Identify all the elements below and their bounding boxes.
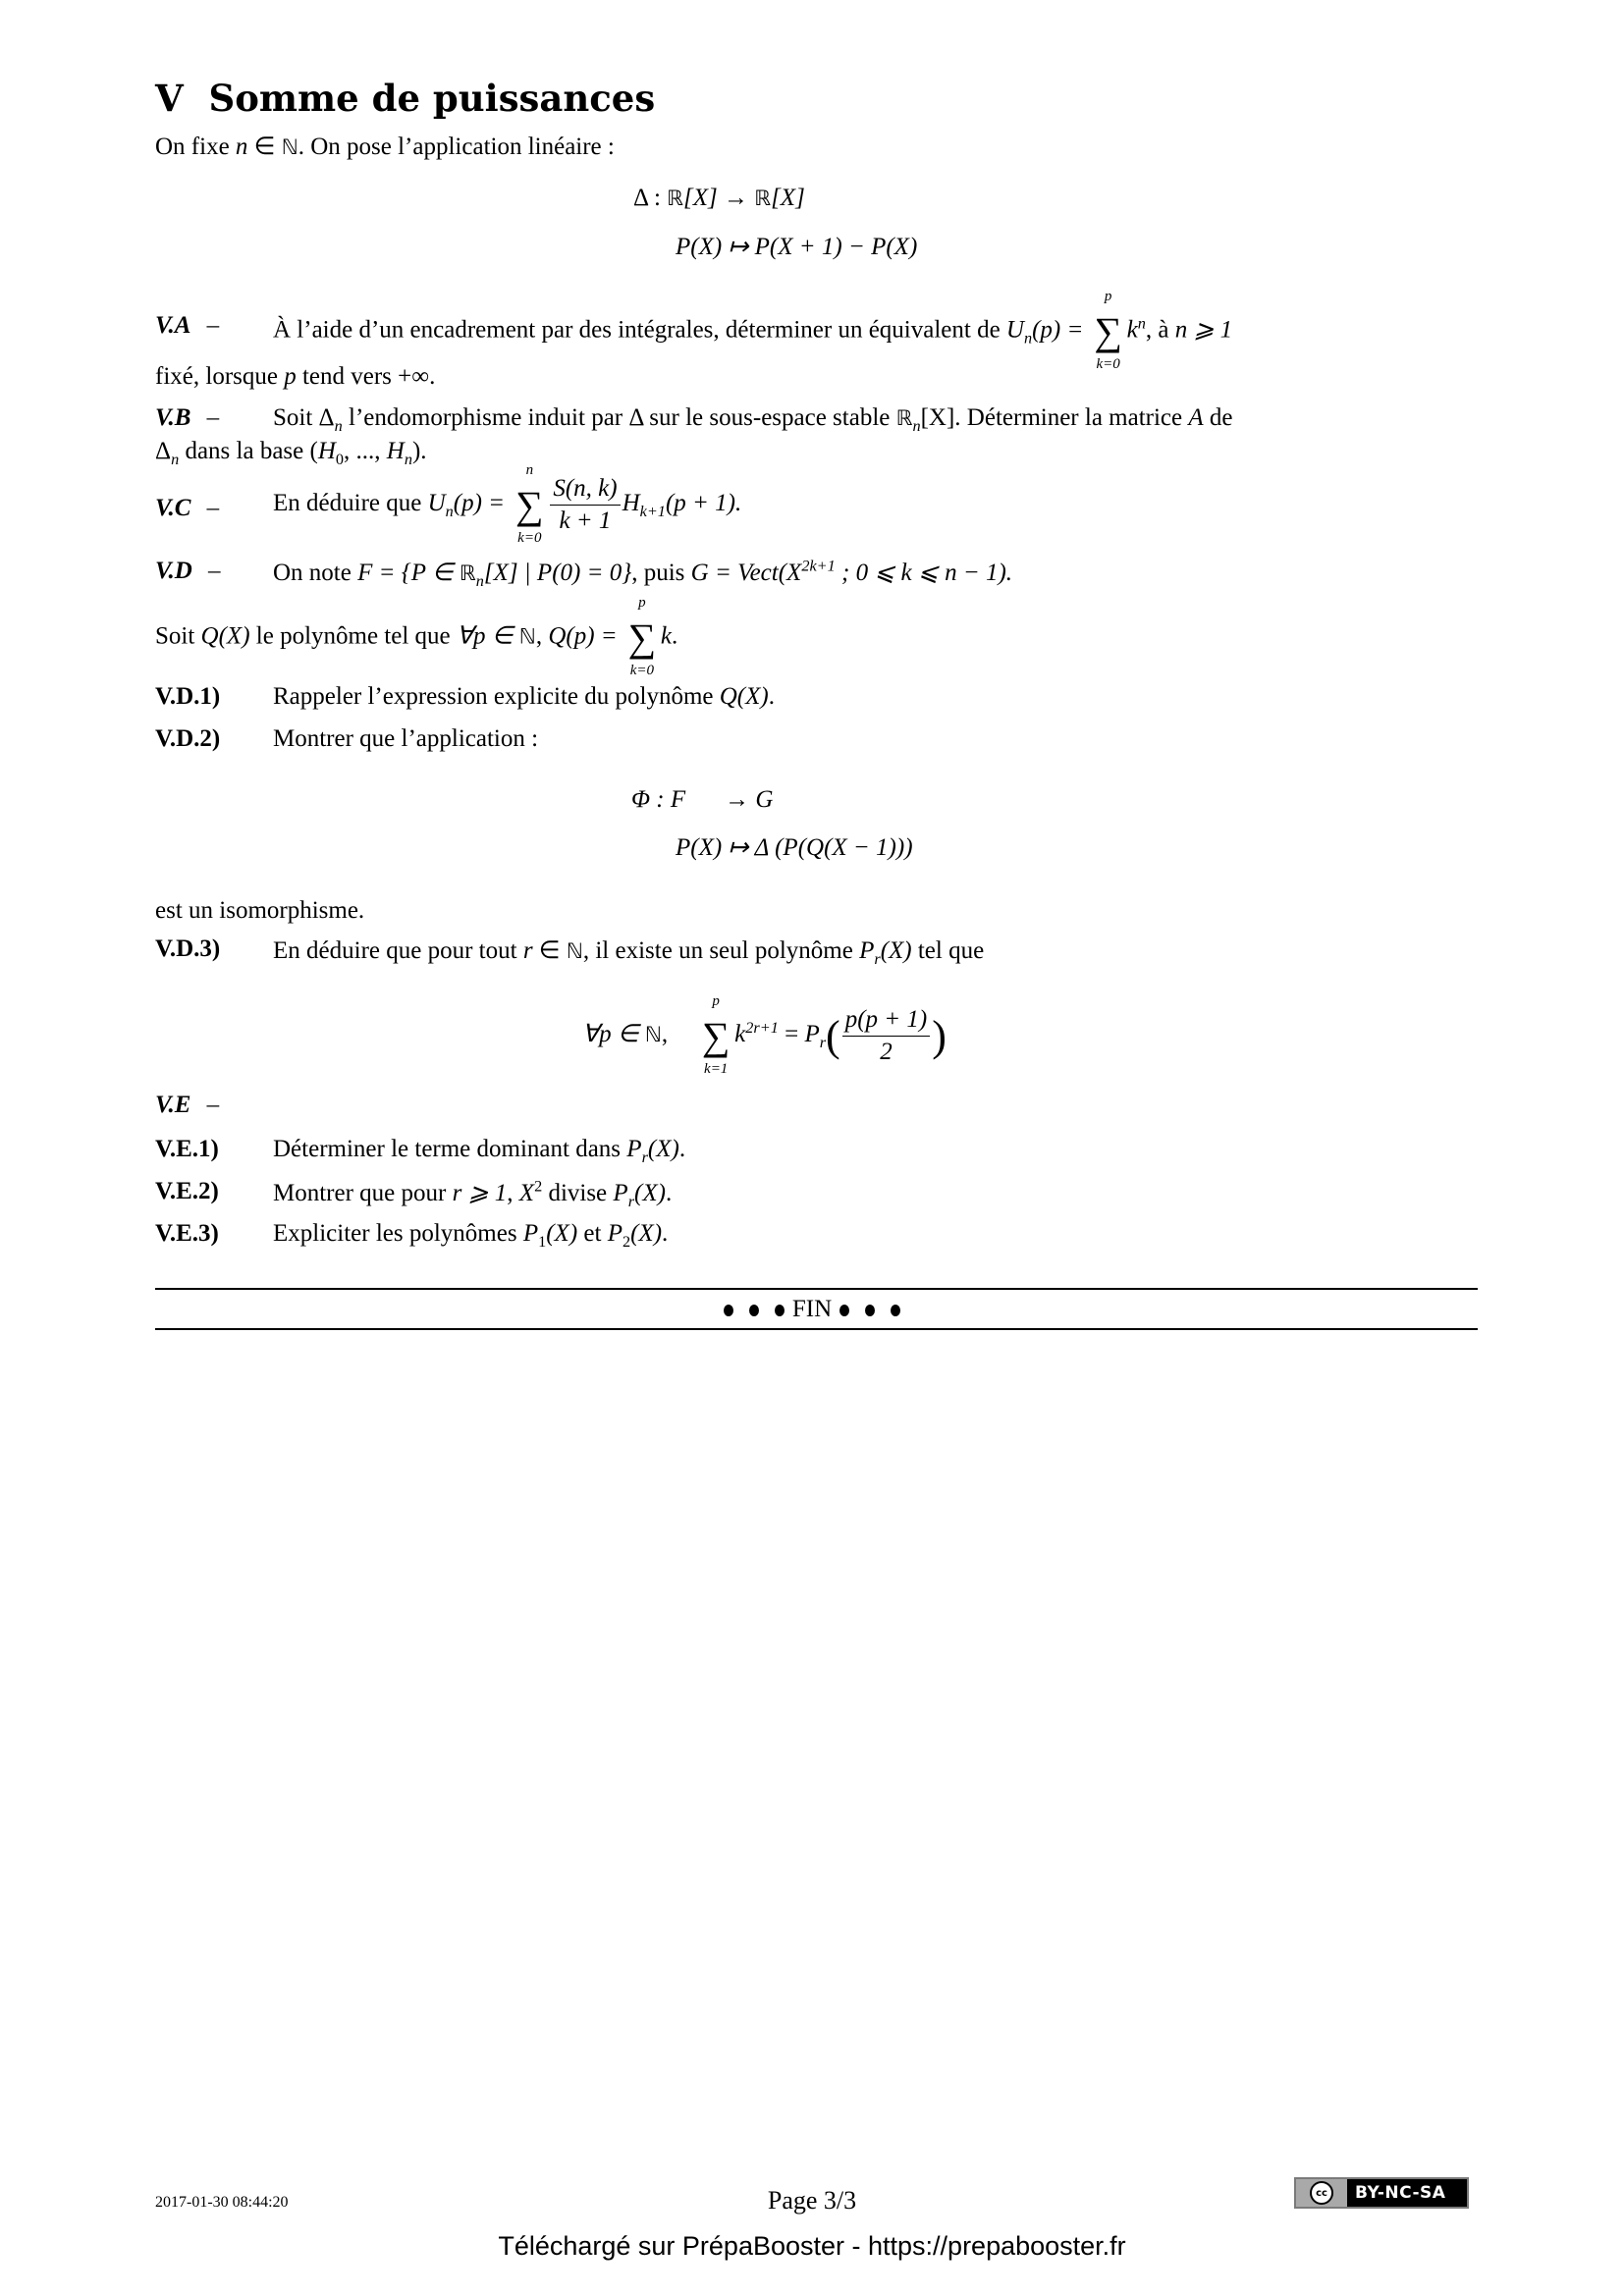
math-sub: n <box>475 572 484 590</box>
license-text: BY-NC-SA <box>1355 2183 1446 2203</box>
question-text: Soit <box>155 622 201 650</box>
question-VE1-text <box>273 1136 686 1166</box>
download-notice: Téléchargé sur PrépaBooster - https://prepabooster.fr <box>498 2231 1126 2261</box>
question-VD3 <box>155 935 220 963</box>
math-sub: r <box>641 1148 648 1166</box>
math-sub: r <box>874 950 881 968</box>
question-text: [X]. Déterminer la matrice <box>920 404 1189 431</box>
math-sup: 2k+1 <box>801 557 836 575</box>
math-sup: n <box>1137 314 1146 333</box>
question-VB <box>155 404 219 432</box>
delta-map-line1 <box>633 185 805 212</box>
license-badge <box>1294 2177 1469 2209</box>
math-text: Q(X) <box>200 622 250 650</box>
question-VE1 <box>155 1136 219 1163</box>
math-var: n <box>235 133 248 160</box>
question-text: l’endomorphisme induit par Δ sur le sous-espace stable <box>342 404 896 431</box>
math-var: Δ <box>155 438 172 464</box>
math-var: X <box>518 1180 535 1206</box>
math-sub: k+1 <box>639 503 666 521</box>
math-text: n ⩾ 1 <box>1174 316 1233 344</box>
math-set: ℕ <box>281 135 298 160</box>
math-text: (p) = <box>453 490 512 517</box>
intro-text: . On pose l’application linéaire : <box>298 133 615 160</box>
bullet-icon <box>839 1305 849 1316</box>
math-var: p <box>284 363 297 390</box>
math-var: P <box>522 1220 539 1247</box>
question-VE2 <box>155 1178 219 1205</box>
section-number: V <box>155 77 184 120</box>
sum-upper: n <box>525 461 534 478</box>
question-VE3 <box>155 1220 219 1248</box>
sum-upper: p <box>712 992 720 1009</box>
fin-text: FIN <box>791 1296 833 1322</box>
question-text: , il existe un seul polynôme <box>582 937 860 964</box>
math-var: k <box>660 622 673 650</box>
math-text: (X) <box>634 1180 666 1206</box>
question-VE2-text <box>273 1177 673 1210</box>
math-text: Q(X) <box>719 683 769 710</box>
dash: – <box>206 312 220 339</box>
math-sub: 2 <box>622 1233 631 1251</box>
math-sup: 2 <box>534 1177 543 1196</box>
sum-lower: k=0 <box>517 529 542 546</box>
question-text: , <box>507 1180 519 1206</box>
math-text: G = Vect(X <box>690 560 802 586</box>
question-label: V.C <box>155 495 191 521</box>
question-text: . <box>665 1180 673 1206</box>
math-text: r ⩾ 1 <box>452 1180 508 1206</box>
math-text: (X) <box>546 1220 578 1247</box>
math-set: ℕ <box>566 939 583 964</box>
question-VE3-text <box>273 1220 669 1251</box>
math-text: Q(p) = <box>548 622 623 650</box>
question-VB-line2 <box>155 438 427 468</box>
delta-map-line2: P(X) ↦ P(X + 1) − P(X) <box>676 234 918 260</box>
question-text: En déduire que pour tout <box>273 937 523 964</box>
math-text: , ..., <box>344 438 387 464</box>
sum-symbol: n ∑ k=0 <box>513 486 546 525</box>
question-VD1-text <box>273 683 775 711</box>
sum-upper: p <box>638 595 646 611</box>
math-set: ℝ <box>754 187 772 211</box>
section-heading <box>155 77 655 120</box>
question-text: de <box>1203 404 1233 431</box>
math-sub: n <box>404 451 412 468</box>
bullet-icon <box>724 1305 733 1316</box>
question-text: dans la base ( <box>179 438 318 464</box>
math-var: r <box>522 937 533 964</box>
math-sub: 1 <box>538 1233 547 1251</box>
math-text: (p + 1). <box>665 490 742 517</box>
question-text: . <box>768 683 775 710</box>
math-var: P <box>613 1180 628 1206</box>
bullet-icon <box>865 1305 875 1316</box>
question-text: . <box>678 1136 686 1162</box>
question-label: V.E.2) <box>155 1178 219 1204</box>
math-sub: n <box>912 417 921 435</box>
question-text: fixé, lorsque <box>155 363 285 390</box>
sum-lower: k=0 <box>629 663 655 678</box>
math-text: Δ : <box>633 185 668 211</box>
question-label: V.E.3) <box>155 1220 219 1247</box>
question-label: V.B <box>155 404 191 431</box>
sum-symbol: p ∑ k=0 <box>1092 312 1125 351</box>
math-set: ℝ <box>667 187 683 211</box>
question-text: Soit <box>273 404 319 431</box>
math-set: ℕ <box>644 1023 662 1048</box>
math-text: (p) = <box>1032 316 1090 344</box>
math-var: k <box>1126 316 1138 344</box>
dash: – <box>206 495 220 521</box>
end-marker <box>0 1296 1624 1323</box>
sum-upper: p <box>1104 289 1112 304</box>
question-text: , <box>535 622 549 650</box>
question-text: , à <box>1145 316 1175 344</box>
math-text: Φ : F <box>631 786 686 813</box>
question-label: V.A <box>155 312 191 339</box>
question-text: Déterminer le terme dominant dans <box>273 1136 627 1162</box>
math-var: H <box>317 438 336 464</box>
math-text: (X) <box>880 937 912 964</box>
question-label: V.D.3) <box>155 935 221 962</box>
question-text: le polynôme tel que <box>249 622 457 650</box>
bullet-icon <box>775 1305 785 1316</box>
fraction-denominator: 2 <box>880 1039 893 1065</box>
math-var: P <box>859 937 875 964</box>
bullet-icon <box>891 1305 900 1316</box>
sum-symbol: p ∑ k=1 <box>699 1017 732 1056</box>
math-sup: 2r+1 <box>745 1018 779 1037</box>
dash: – <box>206 1092 220 1118</box>
math-sub: r <box>819 1034 827 1052</box>
question-label: V.D.2) <box>155 725 221 752</box>
math-text: → G <box>725 786 774 813</box>
phi-map-line2: P(X) ↦ Δ (P(Q(X − 1))) <box>676 834 913 861</box>
question-text: Rappeler l’expression explicite du polynôme <box>273 683 720 710</box>
question-label: V.D <box>155 558 192 584</box>
math-text: F = {P ∈ <box>357 560 460 586</box>
question-text: tend vers +∞. <box>296 363 436 390</box>
math-sub: n <box>171 451 180 468</box>
question-VA <box>155 312 219 340</box>
question-VB-text <box>273 404 1233 435</box>
fraction <box>842 1006 931 1066</box>
phi-map-line1 <box>631 786 773 814</box>
question-text: . <box>672 622 678 650</box>
math-op: ∈ <box>532 937 567 964</box>
math-text: , <box>661 1021 669 1048</box>
math-var: A <box>1188 404 1204 431</box>
question-text: ). <box>411 438 427 464</box>
math-text: ∀p ∈ <box>582 1021 645 1048</box>
fraction-numerator: S(n, k) <box>550 475 620 506</box>
math-var: H <box>386 438 405 464</box>
paren-right: ) <box>932 1012 947 1060</box>
question-text: On note <box>273 560 358 586</box>
cc-icon-wrap <box>1296 2179 1347 2207</box>
question-label: V.E.1) <box>155 1136 219 1162</box>
question-VD-text <box>273 557 1013 590</box>
question-text: divise <box>542 1180 614 1206</box>
question-VD2 <box>155 725 220 753</box>
intro-line <box>155 132 615 161</box>
question-VD3-text <box>273 935 985 968</box>
question-text: En déduire que <box>273 490 428 517</box>
cc-icon: cc <box>1310 2181 1333 2205</box>
question-VA-line2 <box>155 363 435 391</box>
math-text: (X) <box>630 1220 663 1247</box>
question-VC-text <box>273 461 742 546</box>
question-text: tel que <box>911 937 985 964</box>
math-sub: n <box>1023 329 1033 347</box>
math-var: k <box>734 1021 746 1048</box>
fraction <box>550 475 620 535</box>
question-text: Montrer que pour <box>273 1180 453 1206</box>
math-var: U <box>427 490 446 517</box>
top-rule <box>155 1288 1478 1290</box>
math-text: [X] | P(0) = 0} <box>483 560 632 586</box>
question-VD2-after: est un isomorphisme. <box>155 897 365 924</box>
math-sub: n <box>334 417 343 435</box>
math-set: ℕ <box>518 624 536 650</box>
dash: – <box>208 558 221 584</box>
math-sub: 0 <box>335 451 345 468</box>
footer-date: 2017-01-30 08:44:20 <box>155 2194 289 2211</box>
bottom-rule <box>155 1328 1478 1330</box>
intro-text: On fixe <box>155 133 236 160</box>
math-sub: r <box>627 1193 635 1210</box>
math-set: ℝ <box>459 561 476 586</box>
math-text: [X] <box>683 185 718 211</box>
fraction-numerator: p(p + 1) <box>842 1006 931 1037</box>
math-var: P <box>804 1021 820 1048</box>
sum-symbol: p ∑ k=0 <box>625 618 659 658</box>
fraction-denominator: k + 1 <box>559 507 612 534</box>
section-title: Somme de puissances <box>208 77 656 120</box>
math-text: [X] <box>771 185 805 211</box>
question-VD <box>155 558 221 585</box>
math-text: ∀p ∈ <box>456 622 519 650</box>
math-var: U <box>1005 316 1024 344</box>
question-VA-text <box>273 289 1233 372</box>
sum-lower: k=0 <box>1096 356 1120 372</box>
question-text: et <box>577 1220 608 1247</box>
sum-lower: k=1 <box>704 1060 729 1077</box>
question-VC <box>155 495 219 522</box>
question-text: , puis <box>631 560 691 586</box>
math-text: ; 0 ⩽ k ⩽ n − 1). <box>835 560 1013 586</box>
VD3-display-equation <box>582 992 947 1077</box>
math-var: P <box>607 1220 623 1247</box>
question-text: . <box>662 1220 669 1247</box>
paren-left: ( <box>826 1012 840 1060</box>
question-VD-Q-definition <box>155 595 678 678</box>
math-sub: n <box>445 503 454 521</box>
dash: – <box>206 404 220 431</box>
question-VE <box>155 1092 219 1119</box>
math-var: P <box>626 1136 642 1162</box>
question-VD2-text: Montrer que l’application : <box>273 725 539 752</box>
math-set: ℝ <box>895 406 913 431</box>
bullet-icon <box>749 1305 759 1316</box>
math-var: H <box>622 490 640 517</box>
math-text: (X) <box>647 1136 679 1162</box>
page-number: Page 3/3 <box>767 2186 857 2215</box>
math-op: ∈ <box>247 133 282 160</box>
question-label: V.D.1) <box>155 683 221 710</box>
question-text: Expliciter les polynômes <box>273 1220 523 1247</box>
math-var: Δ <box>318 404 335 431</box>
question-text: À l’aide d’un encadrement par des intégrales, déterminer un équivalent de <box>273 316 1006 344</box>
math-op: = <box>778 1021 805 1048</box>
question-label: V.E <box>155 1092 191 1118</box>
question-VD1 <box>155 683 220 711</box>
arrow: → <box>717 185 755 211</box>
